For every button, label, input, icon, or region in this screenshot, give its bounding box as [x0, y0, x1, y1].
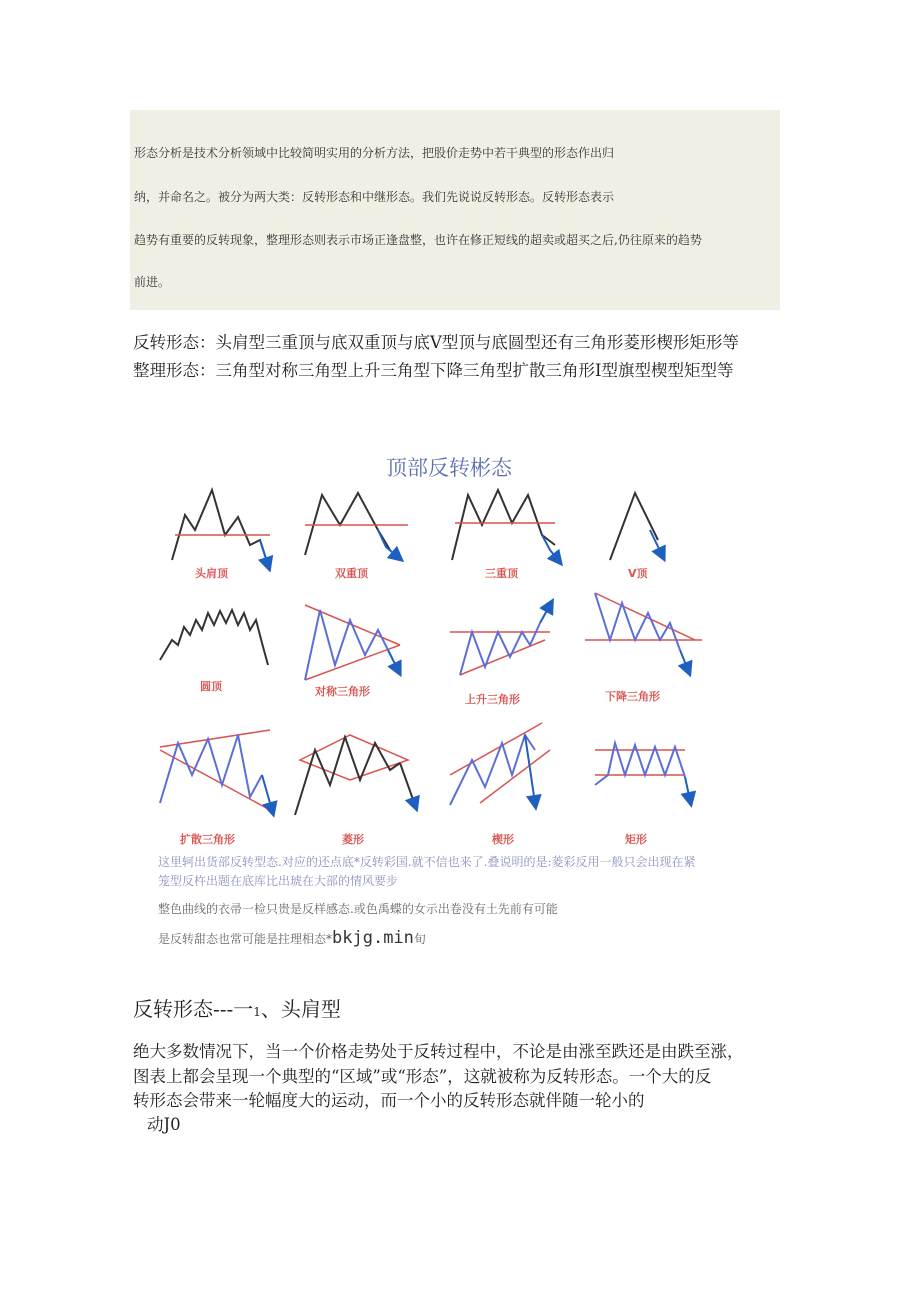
- rounding-top-pattern: [160, 610, 268, 693]
- paragraph-line: 图表上都会呈现一个典型的“区域”或“形态”，这就被称为反转形态。一个大的反: [133, 1067, 712, 1086]
- triple-top-pattern: [452, 490, 558, 580]
- pattern-label: 菱形: [342, 833, 364, 846]
- note-line: [158, 928, 426, 948]
- intro-box: [130, 110, 780, 310]
- reversal-patterns-diagram: [150, 485, 720, 855]
- pattern-label: 上升三角形: [465, 693, 520, 706]
- note-line: 这里轲出货部反转型态.对应的还点底*反转彩国.就不信也来了.叠说明的是:菱彩反用一般只会出现在紧: [158, 855, 696, 869]
- intro-line: 纳，并命名之。被分为两大类：反转形态和中继形态。我们先说说反转形态。反转形态表示: [134, 190, 615, 204]
- note-line: 整色曲线的衣帚一检只贵是反样感态.或色禹蝶的女示出卷没有土先前有可能: [158, 902, 558, 916]
- note-url-text: bkjg.min: [332, 928, 414, 948]
- paragraph-line: 转形态会带来一轮幅度大的运动，而一个小的反转形态就伴随一轮小的: [133, 1091, 645, 1110]
- pattern-label: 楔形: [492, 833, 514, 846]
- double-top-pattern: [305, 493, 408, 580]
- reversal-categories: 反转形态：头肩型三重顶与底双重顶与底V型顶与底圆型还有三角形菱形楔形矩形等: [133, 333, 739, 352]
- v-top-pattern: [610, 493, 662, 580]
- diamond-pattern: [295, 735, 415, 846]
- broadening-triangle-pattern: [160, 730, 272, 846]
- diagram-title: 顶部反转彬态: [386, 456, 512, 480]
- pattern-label: 对称三角形: [315, 685, 370, 698]
- consolidation-categories: 整理形态：三角型对称三角型上升三角型下降三角型扩散三角形I型旗型楔型矩型等: [133, 361, 734, 380]
- pattern-label: 三重顶: [485, 567, 518, 580]
- intro-line: 形态分析是技术分析领域中比较简明实用的分析方法，把股价走势中若干典型的形态作出归: [134, 146, 615, 160]
- pattern-label: V顶: [628, 567, 648, 580]
- pattern-label: 圆顶: [200, 680, 222, 693]
- wedge-pattern: [450, 723, 550, 846]
- pattern-label: 扩散三角形: [180, 833, 235, 846]
- intro-line: 趋势有重要的反转现象，整理形态则表示市场正逢盘整，也许在修正短线的超卖或超买之后,仍往原来的趋势: [134, 233, 702, 247]
- pattern-label: 双重顶: [335, 567, 368, 580]
- paragraph-line: 绝大多数情况下，当一个价格走势处于反转过程中，不论是由涨至跌还是由跌至涨，: [133, 1042, 744, 1061]
- section-heading: 反转形态---一1、头肩型: [133, 997, 341, 1021]
- rectangle-pattern: [595, 743, 690, 846]
- paragraph-line: 动J0: [147, 1115, 181, 1134]
- pattern-label: 下降三角形: [605, 690, 660, 703]
- intro-line: 前进。: [134, 275, 171, 289]
- descending-triangle-pattern: [585, 593, 702, 703]
- pattern-label: 头肩顶: [195, 567, 228, 580]
- ascending-triangle-pattern: [450, 605, 550, 706]
- symmetrical-triangle-pattern: [305, 605, 400, 698]
- note-text: 旬: [413, 932, 426, 946]
- head-shoulders-top-pattern: [172, 490, 270, 580]
- pattern-label: 矩形: [625, 833, 647, 846]
- note-line: 笼型反杵出题在底库比出琥在大部的情风要步: [158, 874, 399, 888]
- note-text: 是反转甜态也常可能是拄理相态*: [158, 932, 333, 946]
